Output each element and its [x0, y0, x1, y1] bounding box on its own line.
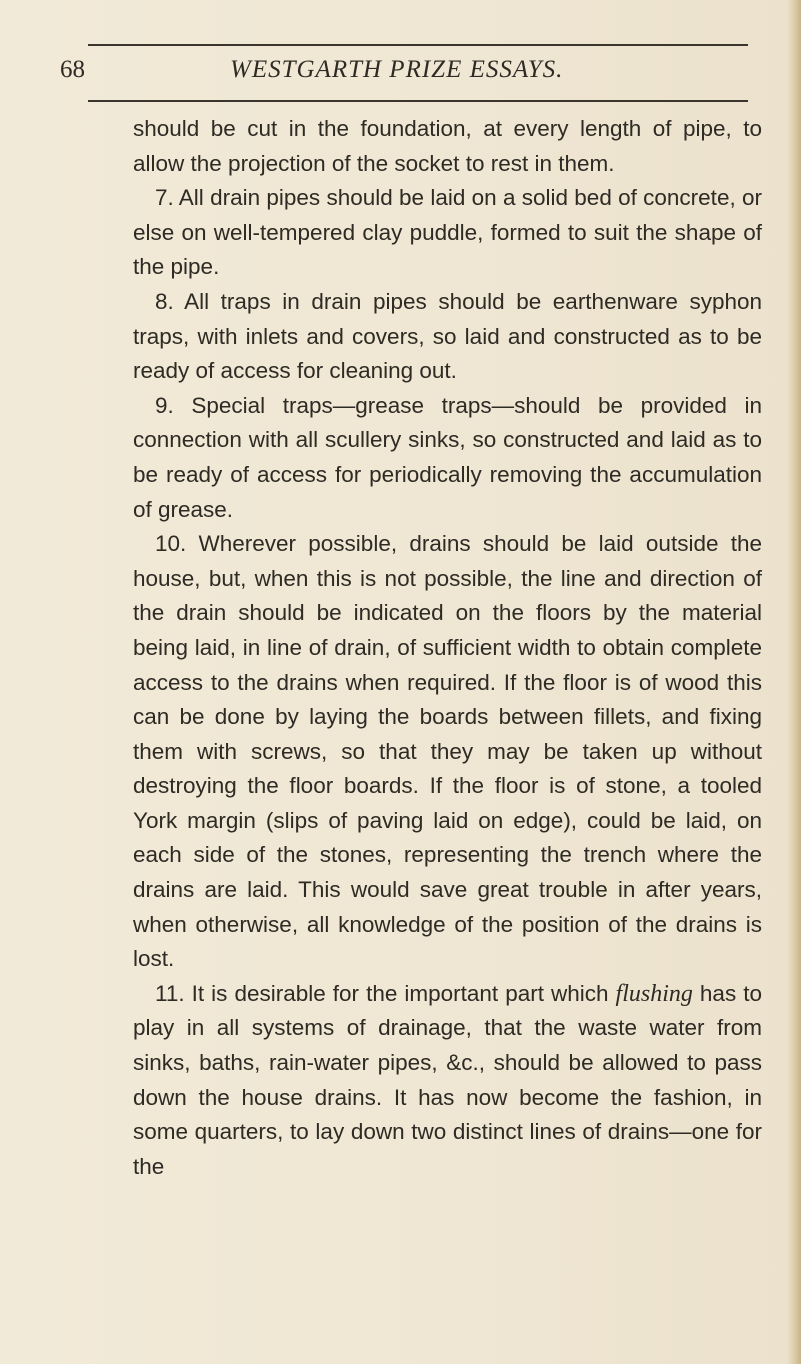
running-head — [40, 50, 760, 94]
paragraph-continuation: should be cut in the foundation, at every length of pipe, to allow the projection of the socket to rest in them. — [133, 116, 762, 176]
paragraph-item-8: 8. All traps in drain pipes should be earthenware syphon traps, with inlets and covers, so laid and constructed as to be ready of access for cleaning out. — [133, 288, 762, 384]
running-title: WESTGARTH PRIZE ESSAYS. — [230, 56, 564, 83]
paragraph-item-11-after: has to play in all systems of drainage, that the waste water from sinks, baths, rain-water pipes, &c., should be allowed to pass down the house drains. It has now become the fashion, in some quarters, to lay down two distinct lines of drains—one for the — [133, 980, 762, 1179]
header-rule-bottom — [88, 100, 748, 102]
page-edge-shadow — [787, 0, 801, 1364]
page-number: 68 — [60, 56, 85, 83]
paragraph-item-11 — [133, 977, 762, 1185]
paragraph-item-9: 9. Special traps—grease traps—should be provided in connection with all scullery sinks, so constructed and laid as to be ready of access for periodically removing the accumulation of grease. — [133, 392, 762, 522]
paragraph-item-7: 7. All drain pipes should be laid on a solid bed of concrete, or else on well-tempered clay puddle, formed to suit the shape of the pipe. — [133, 185, 762, 280]
emphasis-flushing: flushing — [615, 980, 693, 1007]
paragraph-item-11-before: 11. It is desirable for the important part which — [155, 980, 616, 1006]
header-rule-top — [88, 44, 748, 46]
body-text — [133, 112, 762, 1184]
paragraph-item-10: 10. Wherever possible, drains should be laid outside the house, but, when this is not possible, the line and direction of the drain should be indicated on the floors by the material being laid, in line of drain, of sufficient width to obtain complete access to the drains when required. If the floor is of wood this can be done by laying the boards between fillets, and fixing them with screws, so that they may be taken up without destroying the floor boards. If the floor is of stone, a tooled York margin (slips of paving laid on edge), could be laid, on each side of the stones, representing the trench where the drains are laid. This would save great trouble in after years, when otherwise, all knowledge of the position of the drains is lost. — [133, 531, 762, 972]
